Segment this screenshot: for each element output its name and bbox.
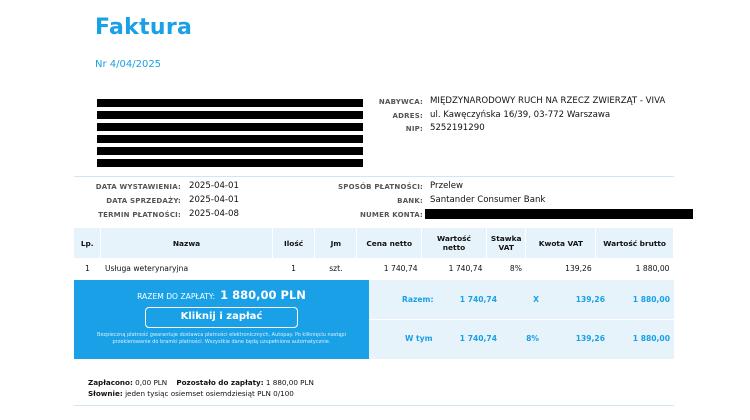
items-table-header [74,228,674,258]
col-unit: Jm [315,228,357,258]
summary-total-net: 1 740,74 [459,295,497,304]
seller-redacted-line-6 [97,159,363,167]
summary-total-vat: 139,26 [575,295,605,304]
cell-quantity: 1 [272,258,315,280]
summary-divider [369,319,674,320]
cell-net-price: 1 740,74 [357,258,422,280]
payment-method: Przelew [430,181,464,191]
buyer-address: ul. Kawęczyńska 16/39, 03-772 Warszawa [430,110,611,120]
cell-lp: 1 [74,258,101,280]
col-net-value: Wartość netto [422,228,487,258]
words-label: Słownie: [88,389,123,398]
seller-redacted-line-4 [97,135,363,143]
summary-detail-net: 1 740,74 [459,334,497,343]
summary-detail-vat-rate: 8% [526,334,539,343]
pay-button[interactable]: Kliknij i zapłać [145,307,298,328]
paid-label: Zapłacono: [88,378,133,387]
seller-redacted-line-5 [97,147,363,155]
items-table [74,228,674,281]
cell-name: Usługa weterynaryjna [101,258,272,280]
buyer-address-label: ADRES: [392,112,423,120]
buyer-name: MIĘDZYNARODOWY RUCH NA RZECZ ZWIERZĄT - VIVA [430,96,666,106]
invoice-title: Faktura [95,15,193,40]
buyer-name-label: NABYWCA: [378,98,423,106]
words-value: jeden tysiąc osiemset osiemdziesiąt PLN 0/100 [125,389,294,398]
cell-net-value: 1 740,74 [422,258,487,280]
col-quantity: Ilość [272,228,315,258]
cell-vat-rate: 8% [486,258,526,280]
amount-due-value: 1 880,00 PLN [220,288,306,302]
summary-total-label: Razem: [402,295,434,304]
amount-in-words [88,389,294,398]
remaining-value: 1 880,00 PLN [265,378,314,387]
col-vat-amount: Kwota VAT [526,228,596,258]
account-number-label: NUMER KONTA: [359,211,423,219]
payment-note: Bezpieczną płatność gwarantuje dostawca płatności elektronicznych, Autopay. Po kliknięciu nastąpi przekierowanie do bramki płatności. Wszystkie dane będą uzupełnione automatycznie. [97,332,346,345]
cell-gross-value: 1 880,00 [596,258,674,280]
sale-date: 2025-04-01 [189,195,239,205]
buyer-nip: 5252191290 [430,123,485,133]
seller-redacted-line-1 [97,99,363,107]
summary-total-gross: 1 880,00 [632,295,670,304]
amount-due [74,288,369,302]
table-row [74,258,674,280]
invoice-number: Nr 4/04/2025 [95,59,162,70]
account-number-redacted [425,209,693,219]
seller-redacted-line-2 [97,111,363,119]
bank-name: Santander Consumer Bank [430,195,546,205]
section-divider [74,176,674,177]
col-vat-rate: Stawka VAT [486,228,526,258]
footer-divider [74,405,674,406]
paid-status [88,378,314,387]
issue-date-label: DATA WYSTAWIENIA: [95,183,181,191]
payment-method-label: SPOSÓB PŁATNOŚCI: [338,183,423,191]
col-net-price: Cena netto [357,228,422,258]
summary-total-vat-rate: X [533,295,539,304]
col-lp: Lp. [74,228,101,258]
buyer-nip-label: NIP: [405,125,423,133]
payment-box [74,280,369,359]
summary-box [369,280,674,359]
due-date-label: TERMIN PŁATNOŚCI: [98,211,181,219]
seller-redacted-line-3 [97,123,363,131]
cell-unit: szt. [315,258,357,280]
summary-detail-vat: 139,26 [575,334,605,343]
remaining-label: Pozostało do zapłaty: [176,378,264,387]
issue-date: 2025-04-01 [189,181,239,191]
summary-detail-label: W tym [405,334,433,343]
col-gross-value: Wartość brutto [596,228,674,258]
amount-due-label: RAZEM DO ZAPŁATY: [137,292,216,301]
cell-vat-amount: 139,26 [526,258,596,280]
bank-label: BANK: [397,197,423,205]
summary-detail-gross: 1 880,00 [632,334,670,343]
paid-value: 0,00 PLN [135,378,168,387]
due-date: 2025-04-08 [189,209,239,219]
sale-date-label: DATA SPRZEDAŻY: [106,197,181,205]
col-name: Nazwa [101,228,272,258]
